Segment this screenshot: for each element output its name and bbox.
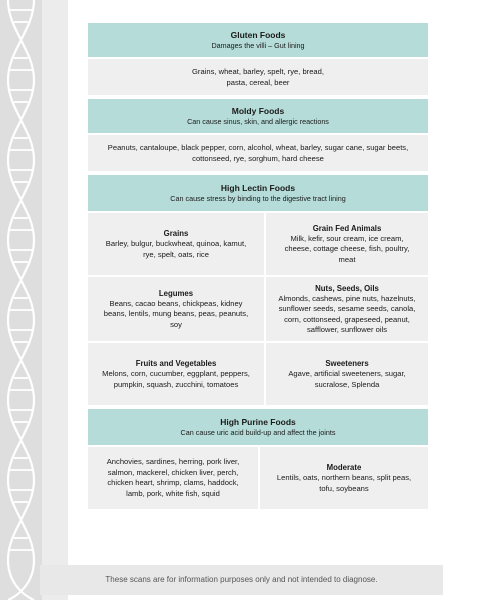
purine-cell-moderate [260, 447, 428, 509]
cell-line: Milk, kefir, sour cream, ice cream, [290, 233, 404, 243]
purine-title: High Purine Foods [220, 417, 296, 427]
lectin-cell-grains [88, 213, 264, 275]
cell-line: salmon, mackerel, chicken liver, perch, [107, 467, 239, 477]
cell-line: chicken heart, shrimp, clams, haddock, [107, 478, 239, 487]
cell-title: Grain Fed Animals [312, 223, 382, 233]
cell-line: Almonds, cashews, pine nuts, hazelnuts, [278, 293, 416, 303]
cell-line: tofu, soybeans [319, 483, 369, 493]
gluten-header [88, 23, 428, 59]
purine-cell-high [88, 447, 258, 509]
cell-line: Melons, corn, cucumber, eggplant, peppers, [102, 369, 250, 378]
lectin-cell-nuts-seeds-oils [266, 277, 428, 341]
lectin-row-3 [88, 343, 428, 405]
cell-line: meat [338, 254, 356, 264]
gluten-foods-list [88, 59, 428, 95]
gluten-line-1: Grains, wheat, barley, spelt, rye, bread, [192, 67, 324, 76]
cell-title: Legumes [158, 288, 194, 298]
lectin-row-1 [88, 213, 428, 275]
dna-helix-decoration [0, 0, 42, 600]
cell-line: Beans, cacao beans, chickpeas, kidney [109, 298, 243, 308]
lectin-cell-grain-fed-animals [266, 213, 428, 275]
moldy-line-2: cottonseed, rye, sorghum, hard cheese [192, 154, 324, 163]
cell-title: Grains [163, 229, 189, 238]
moldy-title: Moldy Foods [231, 106, 285, 116]
gluten-line-2: pasta, cereal, beer [226, 78, 290, 87]
cell-line: sucralose, Splenda [314, 379, 380, 389]
cell-line: pumpkin, squash, zucchini, tomatoes [113, 379, 239, 389]
cell-line: Barley, bulgur, buckwheat, quinoa, kamut, [105, 239, 247, 248]
cell-title: Moderate [326, 463, 362, 472]
cell-line: Lentils, oats, northern beans, split peas, [276, 473, 412, 482]
disclaimer-footer: These scans are for information purposes only and not intended to diagnose. [40, 565, 443, 595]
gluten-subtitle: Damages the villi – Gut lining [211, 41, 305, 50]
lectin-subtitle: Can cause stress by binding to the digestive tract lining [170, 194, 346, 203]
cell-line: soy [170, 319, 182, 329]
cell-line: beans, lentils, mung beans, peas, peanuts, [103, 309, 249, 319]
lectin-cell-sweeteners [266, 343, 428, 405]
cell-title: Sweeteners [325, 359, 369, 368]
moldy-header [88, 99, 428, 135]
cell-line: sunflower seeds, sesame seeds, canola, [278, 304, 416, 313]
moldy-subtitle: Can cause sinus, skin, and allergic reactions [187, 117, 329, 126]
cell-line: Agave, artificial sweeteners, sugar, [288, 369, 406, 378]
cell-line: safflower, sunflower oils [306, 325, 388, 334]
purine-header [88, 409, 428, 447]
lectin-title: High Lectin Foods [220, 183, 296, 193]
cell-line: cheese, cottage cheese, fish, poultry, [284, 244, 410, 254]
cell-title: Nuts, Seeds, Oils [315, 283, 379, 293]
dna-helix-icon [0, 0, 42, 600]
lectin-header [88, 175, 428, 213]
lectin-cell-fruits-vegetables [88, 343, 264, 405]
lectin-row-2 [88, 277, 428, 341]
cell-line: corn, cottonseed, grapeseed, peanut, [284, 314, 410, 324]
gluten-title: Gluten Foods [230, 30, 286, 40]
lectin-cell-legumes [88, 277, 264, 341]
moldy-line-1: Peanuts, cantaloupe, black pepper, corn, alcohol, wheat, barley, sugar cane, sugar beets, [107, 143, 409, 152]
purine-subtitle: Can cause uric acid build-up and affect the joints [180, 428, 336, 437]
food-sensitivity-content [88, 23, 428, 509]
cell-line: Anchovies, sardines, herring, pork liver, [106, 457, 240, 466]
cell-line: lamb, pork, white fish, squid [126, 488, 220, 498]
cell-title: Fruits and Vegetables [135, 359, 217, 368]
moldy-foods-list [88, 135, 428, 171]
cell-line: rye, spelt, oats, rice [143, 249, 209, 259]
page-gutter [42, 0, 68, 600]
purine-row [88, 447, 428, 509]
